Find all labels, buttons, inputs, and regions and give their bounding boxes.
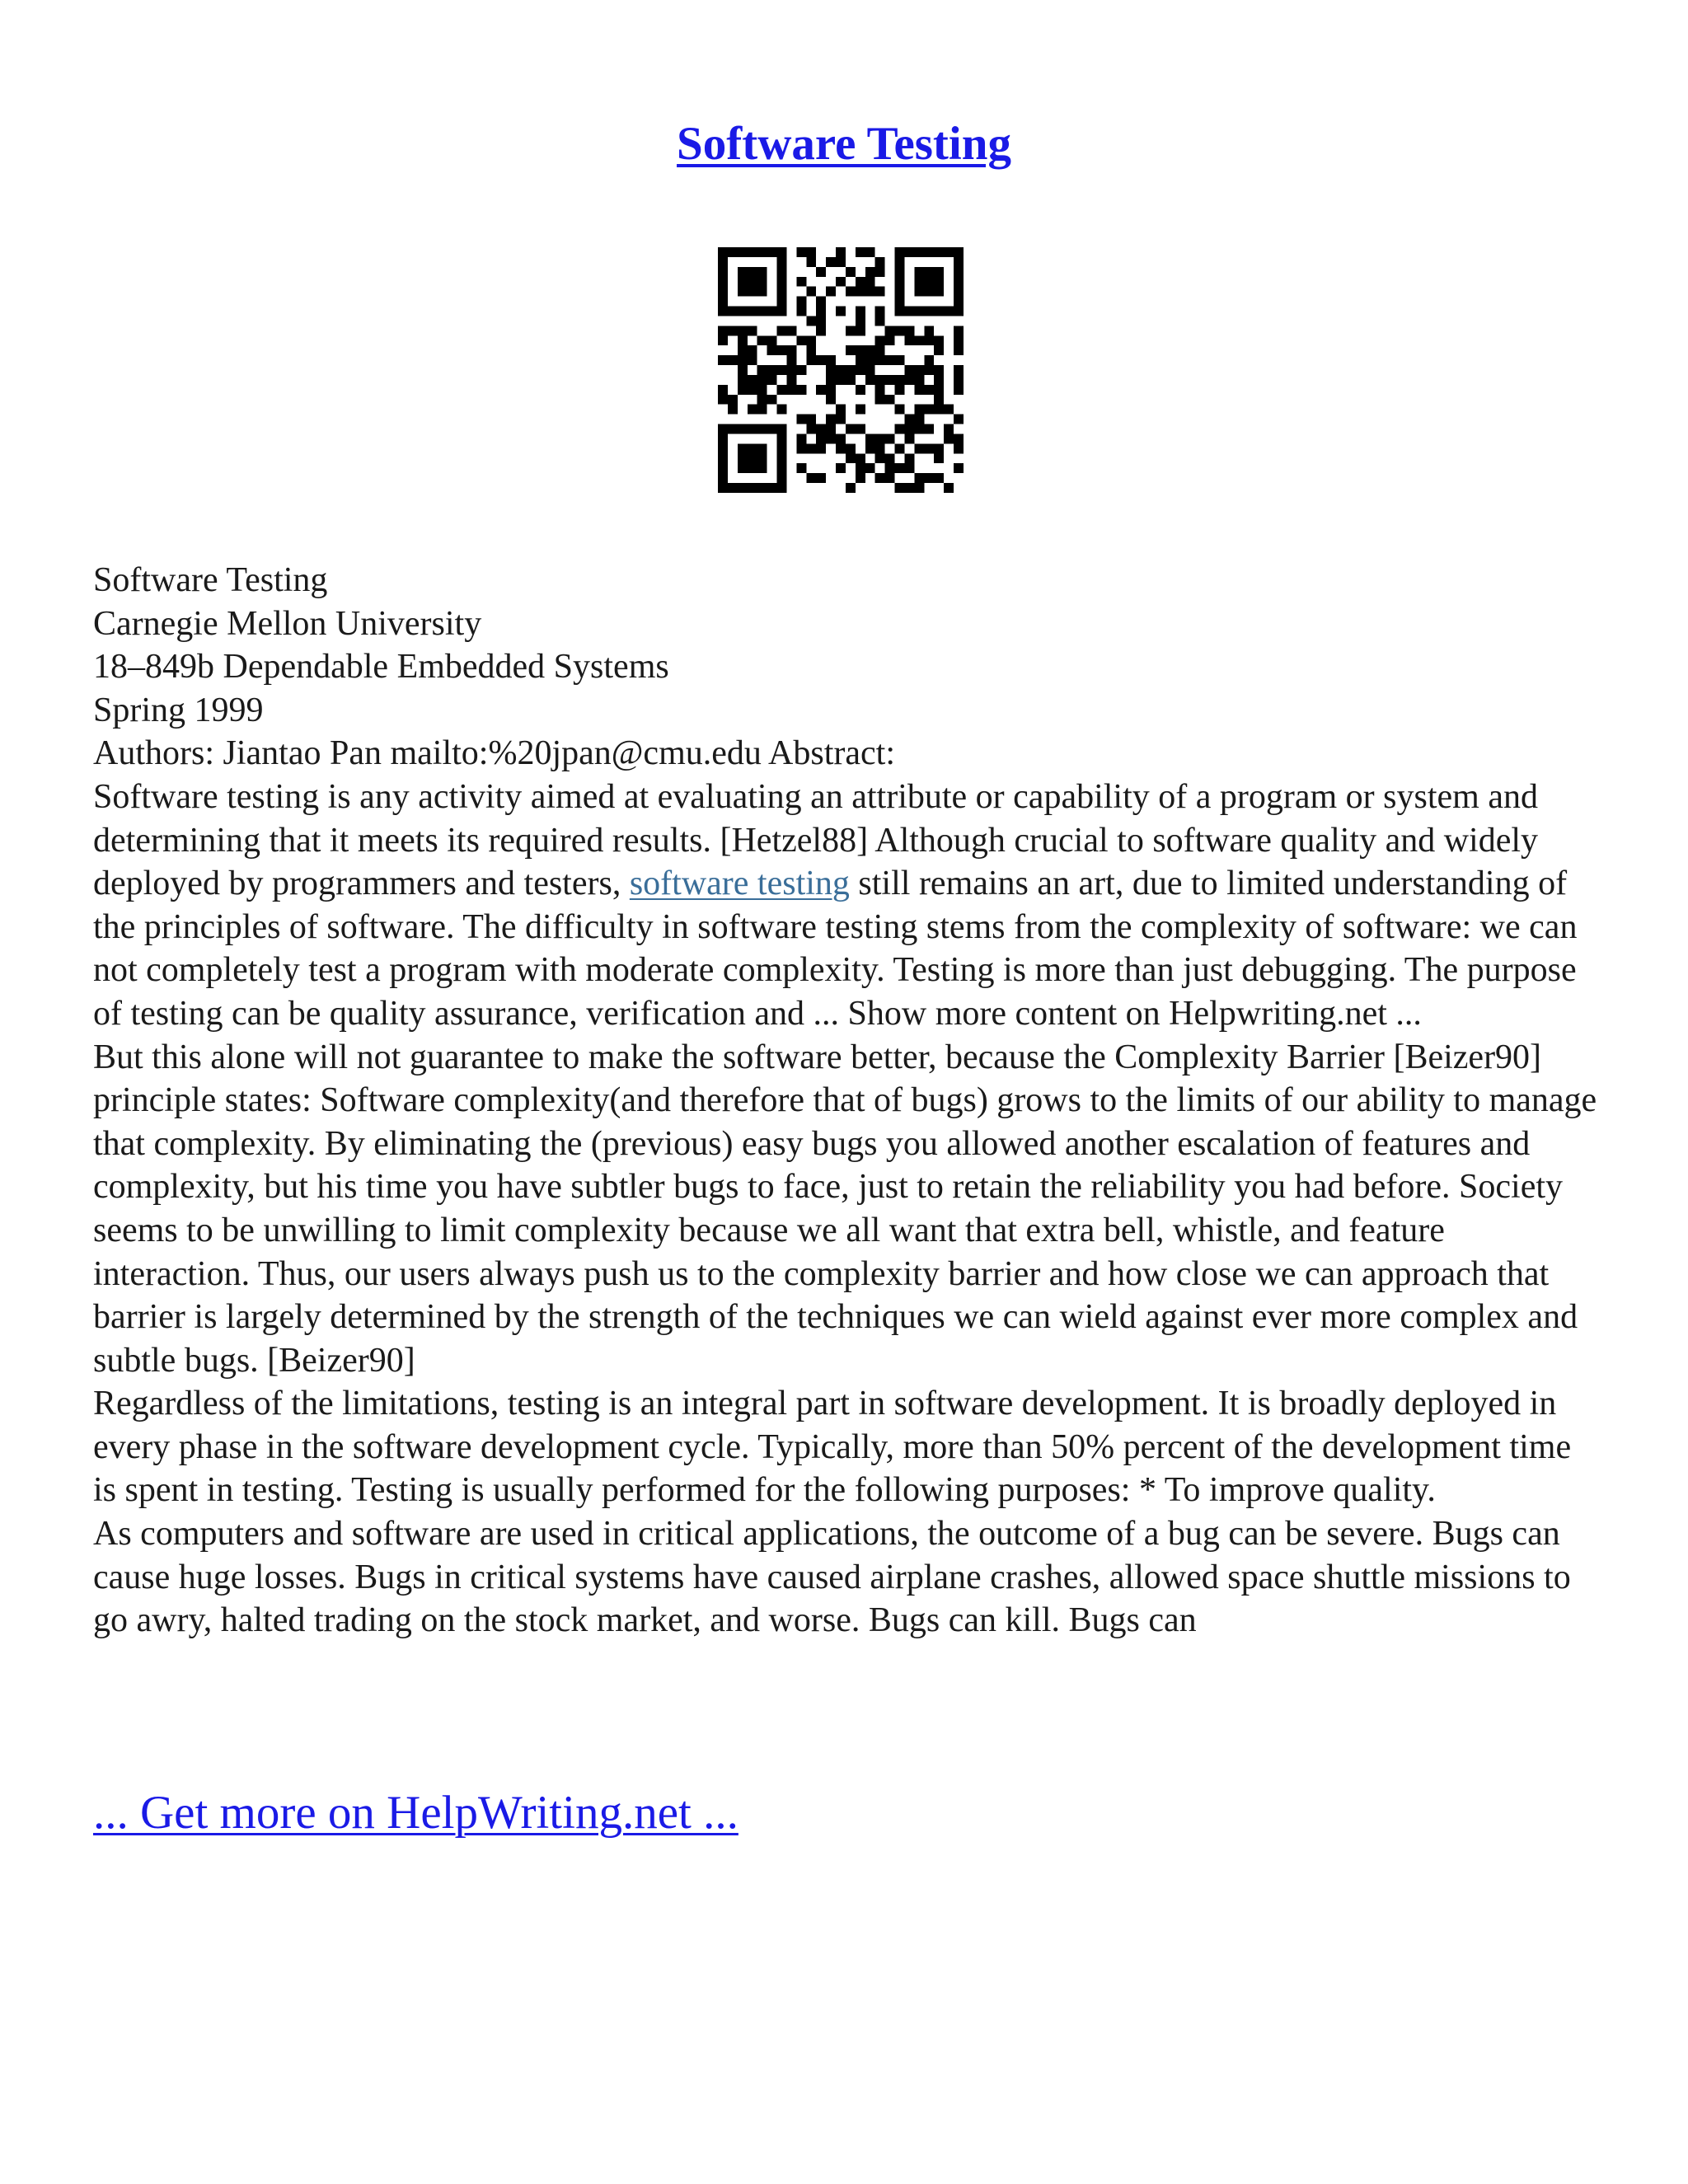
article-body (93, 559, 1601, 1643)
paragraph-complexity: But this alone will not guarantee to make the software better, because the Complexity Barrier [Beizer90] principle states: Software complexity(and therefore that of bugs) grows to the limits of our ability to manage that complexity. By eliminating the (previous) easy bugs you allowed another escalation of features and complexity, but his time you have subtler bugs to face, just to retain the reliability you had before. Society seems to be unwilling to limit complexity because we all want that extra bell, whistle, and feature interaction. Thus, our users always push us to the complexity barrier and how close we can approach that barrier is largely determined by the strength of the techniques we can wield against ever more complex and subtle bugs. [Beizer90] (93, 1038, 1597, 1380)
paragraph-limitations: Regardless of the limitations, testing is an integral part in software development. It is broadly deployed in every phase in the software development cycle. Typically, more than 50% percent of the development time is spent in testing. Testing is usually performed for the following purposes: * To improve quality. (93, 1385, 1572, 1510)
software-testing-link[interactable]: software testing (629, 865, 850, 903)
term-line: Spring 1999 (93, 691, 264, 729)
authors-line: Authors: Jiantao Pan mailto:%20jpan@cmu.edu Abstract: (93, 734, 896, 773)
qr-code-icon (718, 247, 964, 493)
footer (93, 1784, 738, 1842)
paragraph-abstract-end: still remains an art, due to limited understanding of the principles of software. The difficulty in software testing stems from the complexity of software: we can not completely test a program with moderate complexity. Testing is more than just debugging. The purpose of testing can be quality assurance, verification and ... Show more content on Helpwriting.net ... (93, 865, 1578, 1033)
course-line: 18–849b Dependable Embedded Systems (93, 648, 669, 687)
paragraph-abstract (93, 776, 1601, 1036)
paragraph-critical: As computers and software are used in critical applications, the outcome of a bug can be severe. Bugs can cause huge losses. Bugs in critical systems have caused airplane crashes, allowed space shuttle missions to go awry, halted trading on the stock market, and worse. Bugs can kill. Bugs can (93, 1515, 1571, 1640)
page-title (0, 115, 1688, 173)
get-more-link[interactable]: ... Get more on HelpWriting.net ... (93, 1787, 738, 1839)
university-line: Carnegie Mellon University (93, 604, 482, 643)
article-heading-line: Software Testing (93, 561, 328, 599)
paragraph-abstract-start: Software testing is any activity aimed at evaluating an attribute or capability of a program or system and determining that it meets its required results. [Hetzel88] Although crucial to software quality and widely deployed by programmers and testers, (93, 777, 1539, 903)
title-link[interactable]: Software Testing (677, 118, 1011, 170)
